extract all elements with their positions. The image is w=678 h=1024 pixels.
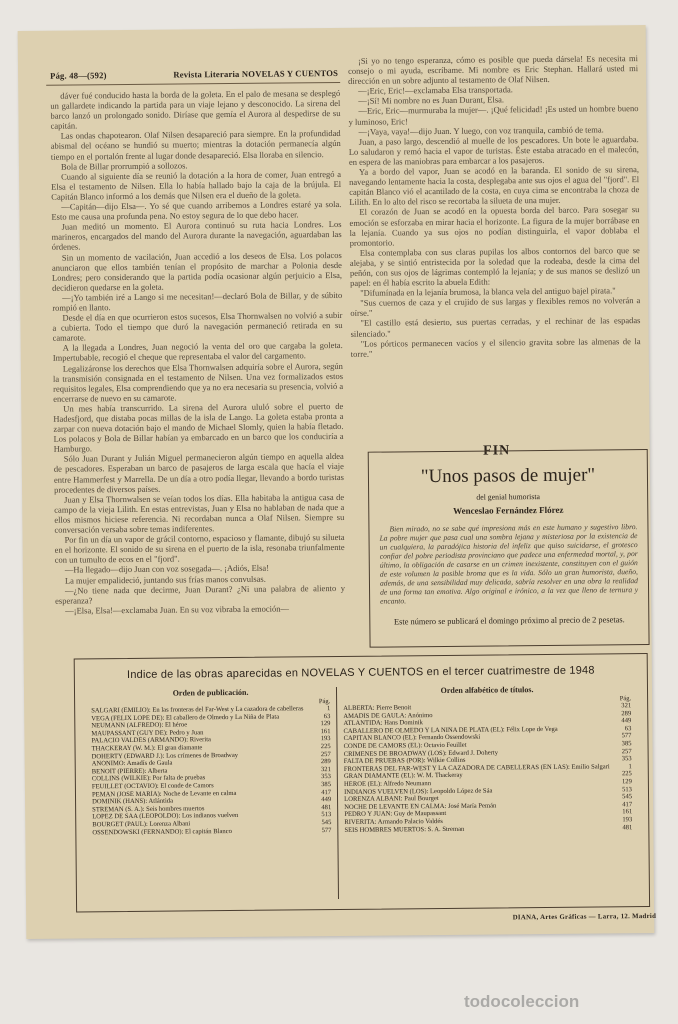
left-text-column — [50, 88, 345, 651]
index-entry-page: 353 — [621, 755, 632, 763]
paragraph: A la llegada a Londres, Juan negoció la venta del oro que cargaba la goleta. Impertubable, recogió el cheque que representaba el valor del cargamento. — [52, 340, 343, 364]
paragraph: —¡Eric, Eric!—exclamaba Elsa transportada. — [358, 84, 513, 97]
index-entry-page: 385 — [321, 780, 332, 789]
paragraph: "Difumínada en la lejanía brumosa, la blanca vela del antiguo bajel pirata." — [360, 285, 616, 298]
index-right-heading: Orden alfabético de títulos. — [440, 685, 534, 696]
index-entry-page: 63 — [323, 712, 331, 720]
index-entry-title: VEGA (FÉLIX LOPE DE): El caballero de Olmedo y La Niña de Plata — [91, 713, 280, 722]
promo-title: "Unos pasos de mujer" — [420, 464, 596, 488]
paragraph: —¡Sí! Mi nombre no es Juan Durant, Elsa. — [358, 94, 505, 107]
index-entry-title: STREMAN (S. A.): Seis hombres muertos — [92, 804, 205, 814]
index-publication-order — [85, 687, 338, 901]
index-entry-title: THACKERAY (W. M.): El gran diamante — [91, 744, 203, 753]
index-entry-page: 481 — [622, 823, 633, 831]
index-entry-page: 257 — [320, 750, 331, 758]
paragraph: El corazón de Juan se acodó en la opuesta borda del barco. Para sosegar su emoción se esforzaba en mirar hacia el horizonte. La figura de la mujer borrábase en la lejanía. Cuando ya sus ojos no podían distinguirla, el vapor doblaba el promontorio. — [349, 204, 640, 248]
index-entry-page: 193 — [622, 816, 633, 824]
paragraph: ¡Si yo no tengo esperanza, cómo es posible que pueda dársela! Es necesita mi consejo o mi ayuda, escríbame. Mi nombre es Eric Stephan. Hallará usted mi dirección en un sobre adjunto al testamento de Olaf Nilsen. — [348, 53, 639, 87]
index-entry-title: ATLÁNTIDA: Hans Dominik — [343, 719, 423, 728]
index-entry-page: 513 — [622, 785, 632, 793]
index-entry-title: CABALLERO DE OLMEDO Y LA NIÑA DE PLATA (EL): Félix Lope de Vega — [343, 725, 558, 735]
index-entry-page: 321 — [621, 702, 632, 710]
index-entry-title: BOURGET (PAUL): Lorenza Albani — [92, 820, 191, 829]
paragraph: dáver fué conducido hasta la borda de la goleta. En el palo de mesana se desplegó un gallardete indicando la partida para un viaje lejano y desconocido. La sirena del barco lanzó un prolongado sonido. Diríase que gemía el Aurora al despedirse de su capitán. — [50, 87, 341, 132]
paragraph: Un mes había transcurrido. La sirena del Aurora ululó sobre el puerto de Hadesfjord, que distaba pocas millas de la isla de Lango. La goleta estaba pronta a zarpar con nueva dotación bajo el mando de Michael Slomly, quien la había fletado. Los polacos y Bola de Billar habían ya embarcado en un barco que los conduciría a Hamburgo. — [53, 400, 344, 454]
paragraph: Juan meditó un momento. El Aurora continuó su ruta hacia Londres. Los marineros, encargados del mando del Aurora durante la navegación, aguardaban las órdenes. — [51, 219, 342, 253]
index-entry-page: 63 — [624, 724, 632, 733]
printer-footer: DIANA, Artes Gráficas — Larra, 12. Madrid — [512, 912, 657, 922]
index-entry-page: 545 — [622, 793, 633, 801]
index-entry-title: PEMÁN (JOSÉ MARÍA): Noche de Levante en calma — [91, 789, 237, 798]
index-box — [74, 653, 650, 912]
magazine-title: Revista Literaria NOVELAS Y CUENTOS — [173, 67, 339, 80]
right-text-column — [348, 53, 642, 426]
index-entry-title: AMADÍS DE GAULA: Anónimo — [343, 711, 433, 720]
index-right-pag-label: Pág. — [619, 695, 632, 703]
paragraph: Cuando al siguiente día se reunió la dotación a la hora de comer, Juan entregó a Elsa el testamento de Nilsen. Ella lo había hallado bajo la caja de la brújula. El Capitán Blanco informó a los demás que Nilsen era el dueño de la goleta. — [51, 168, 342, 202]
index-entry-title: LORENZA ALBANI: Paul Bourget — [344, 795, 439, 804]
index-entry-page: 417 — [622, 800, 633, 808]
index-entry-title: NOCHE DE LEVANTE EN CALMA: José María Pemán — [344, 802, 497, 811]
paragraph: —¿No tiene nada que decirme, Juan Durant? ¿Ni una palabra de aliento y esperanza? — [55, 582, 346, 606]
paragraph: Juan, a paso largo, descendió al muelle de los pescadores. Un bote le aguardaba. Lo saludaron y remó hacia el vapor de turistas. Éste estaba atracado en el malecón, en espera de las maniobras para embarcar a los pasajeros. — [348, 133, 639, 167]
index-entry-title: FRONTERAS DEL FAR-WEST Y LA CAZADORA DE CABELLERAS (EN LAS): Emilio Salgari — [343, 763, 610, 773]
paragraph: Sin un momento de vacilación, Juan accedió a los deseos de Elsa. Los polacos anunciaron que ellos también tenían el propósito de marchar a Polonia desde Londres; pero considerando que la partida podía ocasionar algún perjuicio a Elsa, decidieron quedarse en la goleta. — [51, 249, 343, 293]
header-rule — [46, 82, 340, 86]
paragraph: Legalizáronse los derechos que Elsa Thornwalsen adquiría sobre el Aurora, según la transmisión consignada en el testamento de Nilsen. Una vez formalizados estos requisitos legales, Elsa comprendiendo que ya no era necesaria su presencia, volvió a encerrarse de nuevo en su camarote. — [52, 360, 344, 404]
promo-author: Wenceslao Fernández Flórez — [453, 504, 564, 516]
paragraph: Por fin un día un vapor de grácil contorno, espacioso y flamante, dibujó su silueta en el horizonte. El sonido de su sirena en el puerto de la isla, resonaba triunfalmente con un tumulto de ecos en el "fjord". — [54, 532, 345, 566]
index-entry-title: BENOIT (PIERRE): Alberta — [91, 767, 168, 776]
paragraph: "Sus cuernos de caza y el crujido de sus largas y flexibles remos no volverán a oírse." — [350, 295, 641, 319]
paragraph: Elsa contemplaba con sus claras pupilas los albos contornos del barco que se alejaba, y se sintió entristecida por la soledad que la rodeaba, desde la cima del peñón, con sus ojos de lágrimas contempló la lejanía; y de sus manos se deslizó un papel: en él había escrito la abuela Edith: — [349, 244, 641, 288]
index-entry-page: 353 — [321, 773, 331, 781]
promo-box — [368, 449, 650, 648]
index-entry-title: GRAN DIAMANTE (EL): W. M. Thackeray — [343, 772, 463, 781]
index-title: Indice de las obras aparecidas en NOVELAS Y CUENTOS en el tercer cuatrimestre de 1948 — [126, 664, 595, 682]
index-entry-page: 417 — [321, 788, 332, 796]
index-entry-page: 385 — [621, 740, 632, 748]
index-entry-page: 577 — [621, 732, 632, 740]
index-entry-title: DOHERTY (EDWARD J.): Los crímenes de Broadway — [91, 751, 239, 760]
index-entry-title: PALACIO VALDÉS (ARMANDO): Riverita — [91, 736, 212, 745]
paragraph: La mujer empalideció, juntando sus frías manos convulsas. — [64, 573, 266, 586]
index-entry-title: CRÍMENES DE BROADWAY (LOS): Edward J. Doherty — [343, 749, 499, 758]
paragraph: Desde el día en que ocurrieron estos sucesos, Elsa Thornwalsen no volvió a subir a cubierta. Todo el tiempo que duró la navegación permaneció retirada en su camarote. — [52, 309, 343, 343]
index-entry-page: 449 — [621, 717, 632, 725]
index-entry-title: OSSENDOWSKI (FERNANDO): El capitán Blanco — [92, 827, 232, 836]
index-left-heading: Orden de publicación. — [172, 687, 249, 698]
paragraph: —¡Yo también iré a Lango si me necesitan!—declaró Bola de Billar, y de súbito rompió en llanto. — [52, 289, 343, 313]
index-entry-page: 225 — [621, 770, 632, 778]
index-entry-page: 577 — [321, 826, 332, 834]
paragraph: —Eric, Eric—murmuraba la mujer—. ¡Qué felicidad! ¡Es usted un hombre bueno y luminoso, Eric! — [348, 103, 639, 127]
index-left-pag-label: Pág. — [318, 698, 331, 706]
index-entry-title: CAPITÁN BLANCO (EL): Fernando Ossendowski — [343, 734, 481, 743]
promo-subtitle: del genial humorista — [476, 492, 541, 502]
index-entry-title: COLLINS (WILKIE): Por falta de pruebas — [91, 774, 206, 783]
paragraph: —Capitán—dijo Elsa—. Yo sé que cuando arribemos a Londres estaré ya sola. Esto me causa una profunda pena. No estoy segura de lo que debo hacer. — [51, 198, 342, 222]
index-entry-title: SEIS HOMBRES MUERTOS: S. A. Streman — [344, 825, 465, 834]
watermark-text: todocoleccion — [464, 992, 580, 1011]
index-entry-page: 257 — [621, 747, 632, 755]
index-entry-page: 129 — [621, 778, 632, 786]
index-entry-page: 481 — [321, 803, 332, 811]
index-entry-title: INDIANOS VUELVEN (LOS): Leopoldo López de Sáa — [344, 787, 493, 796]
index-entry-page: 161 — [622, 808, 633, 816]
page-number: Pág. 48—(592) — [50, 70, 107, 81]
paragraph: Juan y Elsa Thornwalsen se veían todos los días. Ella habitaba la antigua casa de campo de la vieja Lilith. En estas entrevistas, Juan y Elsa no hablaban de nada que a ellos mismos hiciese referencia. Ni recordaban nunca a Olaf Nilsen. Siempre su conversación versaba sobre temas indiferentes. — [54, 491, 345, 535]
index-entry-page: 161 — [320, 727, 331, 735]
index-entry-page: 289 — [621, 709, 632, 717]
index-entry-title: ALBERTA: Pierre Benoit — [343, 704, 412, 712]
magazine-page — [18, 25, 655, 939]
index-entry-title: ANÓNIMO: Amadís de Gaula — [91, 759, 173, 768]
index-entry-page: 545 — [321, 818, 332, 827]
index-entry-title: CONDE DE CAMORS (EL): Octavio Feuillet — [343, 741, 467, 750]
paragraph: —¡Elsa, Elsa!—exclamaba Juan. En su voz vibraba la emoción— — [65, 603, 290, 616]
index-entry-page: 193 — [320, 735, 331, 743]
index-entry-title: SALGARI (EMILIO): En las fronteras del Far-West y La cazadora de cabelleras — [91, 705, 304, 715]
index-entry-title: PEDRO Y JUAN: Guy de Maupassant — [344, 810, 447, 819]
index-entry-page: 1 — [628, 762, 632, 770]
index-entry-title: RIVERITA: Armando Palacio Valdés — [344, 817, 443, 826]
index-entry — [92, 827, 331, 837]
index-entry-page: 225 — [320, 743, 331, 751]
paragraph: "Los pórticos permanecen vacíos y el silencio gravita sobre las almenas de la torre." — [350, 335, 641, 359]
page-header — [50, 68, 338, 81]
paragraph: Bola de Billar prorrumpió a sollozos. — [60, 160, 188, 172]
index-entry-page: 289 — [320, 758, 331, 766]
index-entry-title: FEUILLET (OCTAVIO): El conde de Camors — [91, 782, 214, 791]
index-entry-title: MAUPASSANT (GUY DE): Pedro y Juan — [91, 729, 204, 738]
index-entry-page: 513 — [321, 811, 332, 819]
index-alphabetical-order — [336, 684, 639, 899]
paragraph: Sólo Juan Durant y Julián Miguel permanecieron algún tiempo en aquella aldea de pescadores. Esperaban un barco de pasajeros de larga escala que hacía el viaje entre Hammerfest y Marrella. De un día a otro podía llegar, llevando a bordo turistas procedentes de diversos países. — [53, 451, 344, 495]
index-entry-title: DOMINIK (HANS): Atlántida — [92, 797, 174, 806]
paragraph: —Ha llegado—dijo Juan con voz sosegada—. ¡Adiós, Elsa! — [64, 563, 270, 576]
index-entry-title: NEUMANN (ALFREDO): El héroe — [91, 721, 188, 730]
index-entry-title: FALTA DE PRUEBAS (POR): Wilkie Collins — [343, 756, 466, 766]
index-entry — [344, 824, 632, 834]
paragraph: Las ondas chapotearon. Olaf Nilsen desapareció para siempre. En la profundidad abismal del océano se hundió su muerto; mientras la dotación permanecía algún tiempo en el portalón frente al lugar donde desapareció. Elsa lloraba en silencio. — [50, 128, 341, 162]
index-entry-page: 321 — [320, 765, 331, 773]
fin-label: FIN — [483, 443, 511, 459]
index-entry-page: 129 — [320, 720, 331, 728]
promo-footer: Este número se publicará el domingo próximo al precio de 2 pesetas. — [393, 615, 625, 627]
promo-body: Bien mirado, no se sabe qué impresiona más en este humano y sugestivo libro. La pobre mujer que pasa cual una sombra lejana y misteriosa por la existencia de un cualquiera, la paradójica historia del infeliz que quiso suicidarse, el grotesco confiar del pobre periodista provinciano que padece una enfermedad mortal, y, por último, la obligación de casarse en un crimen inexistente, constituyen con el guión de este volumen la posible broma que es la vida. Sólo un gran humorista, dueño, además, de una sensibilidad muy delicada, sabría resolver en una obra la realidad de una forma tan emotiva. Algo original e irónico, a la vez que lleno de ternura y encanto. — [379, 522, 639, 606]
index-entry-page: 449 — [321, 796, 332, 804]
index-entry-page: 1 — [326, 705, 331, 713]
paragraph: Ya a bordo del vapor, Juan se acodó en la baranda. El sonido de su sirena, navegando lentamente hacia la costa, desplegaba ante sus ojos el agua del "fjord". El capitán Blanco vió el acantilado de la costa, en cuya cima se encontraba la choza de Lilith. En lo alto del risco se recortaba la silueta de una mujer. — [349, 164, 640, 208]
paragraph: —¡Vaya, vaya!—dijo Juan. Y luego, con voz tranquila, cambió de tema. — [358, 124, 604, 137]
index-entry-title: LÓPEZ DE SÁA (LEOPOLDO): Los indianos vuelven — [92, 812, 239, 821]
paragraph: "El castillo está desierto, sus puertas cerradas, y el rechinar de las espadas silenciado." — [350, 315, 641, 339]
index-entry-title: HÉROE (EL): Alfredo Neumann — [343, 780, 432, 788]
